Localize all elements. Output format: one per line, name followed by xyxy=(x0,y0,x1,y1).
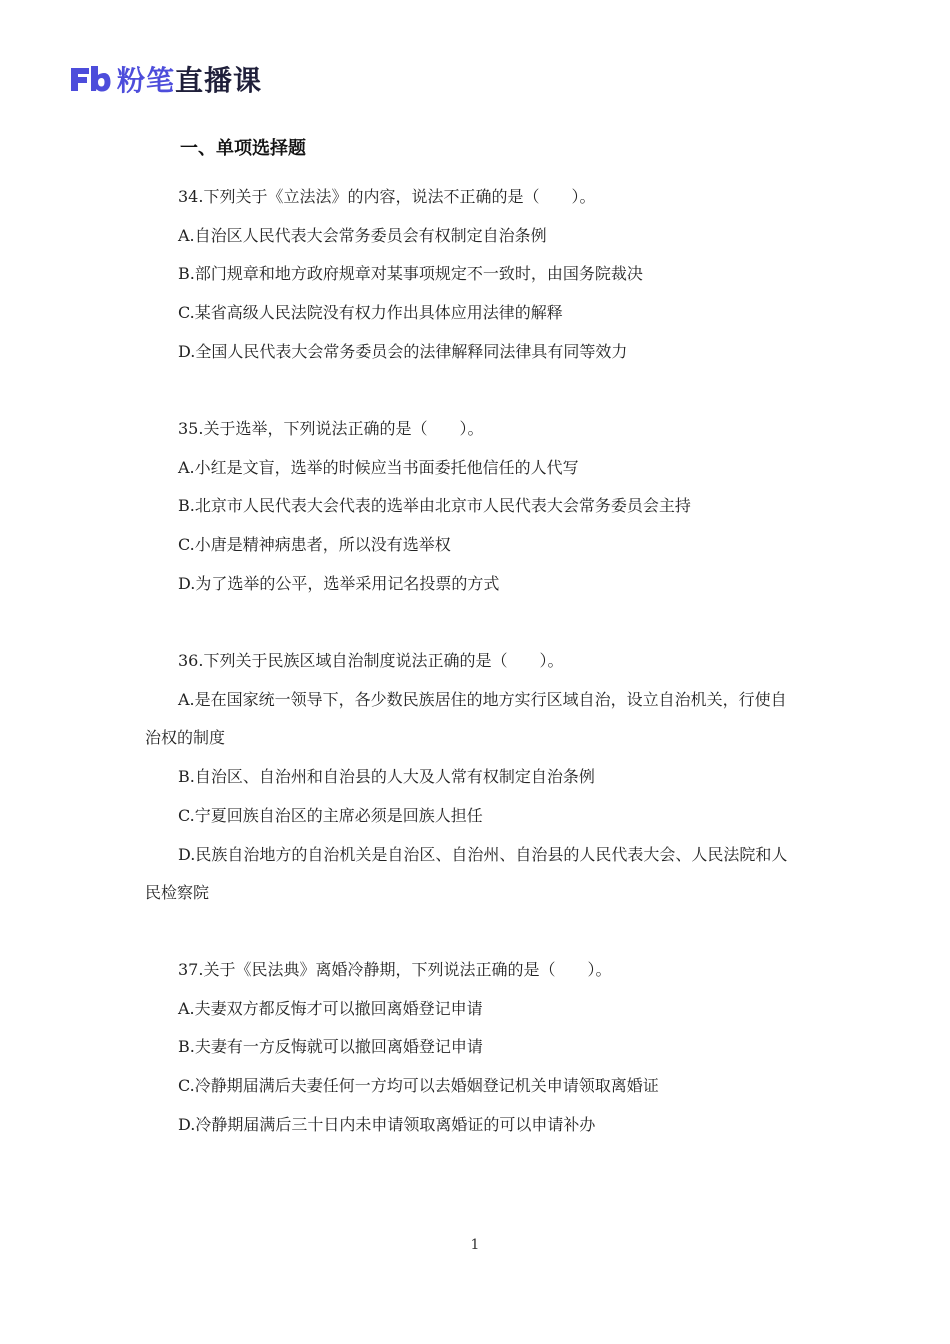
question-34 xyxy=(145,178,817,372)
question-stem: 37.关于《民法典》离婚冷静期，下列说法正确的是（ ）。 xyxy=(178,960,612,979)
logo-text xyxy=(117,59,262,99)
option-a-continued: 治权的制度 xyxy=(145,728,226,748)
option-d-continued: 民检察院 xyxy=(145,883,210,903)
question-36 xyxy=(145,642,817,913)
brand-logo xyxy=(67,62,262,96)
logo-text-main: 直播课 xyxy=(175,64,263,97)
option-a: A.小红是文盲，选举的时候应当书面委托他信任的人代写 xyxy=(178,457,579,477)
option-d: D.全国人民代表大会常务委员会的法律解释同法律具有同等效力 xyxy=(178,341,628,361)
fb-logo-icon xyxy=(67,64,111,94)
option-b: B.夫妻有一方反悔就可以撤回离婚登记申请 xyxy=(178,1037,483,1057)
page-number: 1 xyxy=(470,1237,480,1253)
option-d: D.为了选举的公平，选举采用记名投票的方式 xyxy=(178,573,500,593)
option-a: A.夫妻双方都反悔才可以撤回离婚登记申请 xyxy=(178,998,483,1018)
option-a: A.自治区人民代表大会常务委员会有权制定自治条例 xyxy=(178,225,547,245)
question-stem: 34.下列关于《立法法》的内容，说法不正确的是（ ）。 xyxy=(178,187,596,206)
option-c: C.小唐是精神病患者，所以没有选举权 xyxy=(178,535,451,555)
option-a: A.是在国家统一领导下，各少数民族居住的地方实行区域自治，设立自治机关，行使自 xyxy=(178,689,787,709)
logo-text-accent: 粉笔 xyxy=(117,64,176,97)
option-b: B.部门规章和地方政府规章对某事项规定不一致时，由国务院裁决 xyxy=(178,264,643,284)
option-b: B.自治区、自治州和自治县的人大及人常有权制定自治条例 xyxy=(178,767,595,787)
section-title: 一、单项选择题 xyxy=(180,138,306,159)
option-c: C.某省高级人民法院没有权力作出具体应用法律的解释 xyxy=(178,303,563,323)
question-stem: 35.关于选举，下列说法正确的是（ ）。 xyxy=(178,419,484,438)
question-stem: 36.下列关于民族区域自治制度说法正确的是（ ）。 xyxy=(178,651,564,670)
question-35 xyxy=(145,410,817,604)
question-37 xyxy=(145,951,817,1145)
option-c: C.冷静期届满后夫妻任何一方均可以去婚姻登记机关申请领取离婚证 xyxy=(178,1076,659,1096)
option-d: D.民族自治地方的自治机关是自治区、自治州、自治县的人民代表大会、人民法院和人 xyxy=(178,844,788,864)
option-c: C.宁夏回族自治区的主席必须是回族人担任 xyxy=(178,805,483,825)
option-d: D.冷静期届满后三十日内未申请领取离婚证的可以申请补办 xyxy=(178,1114,596,1134)
option-b: B.北京市人民代表大会代表的选举由北京市人民代表大会常务委员会主持 xyxy=(178,496,691,516)
